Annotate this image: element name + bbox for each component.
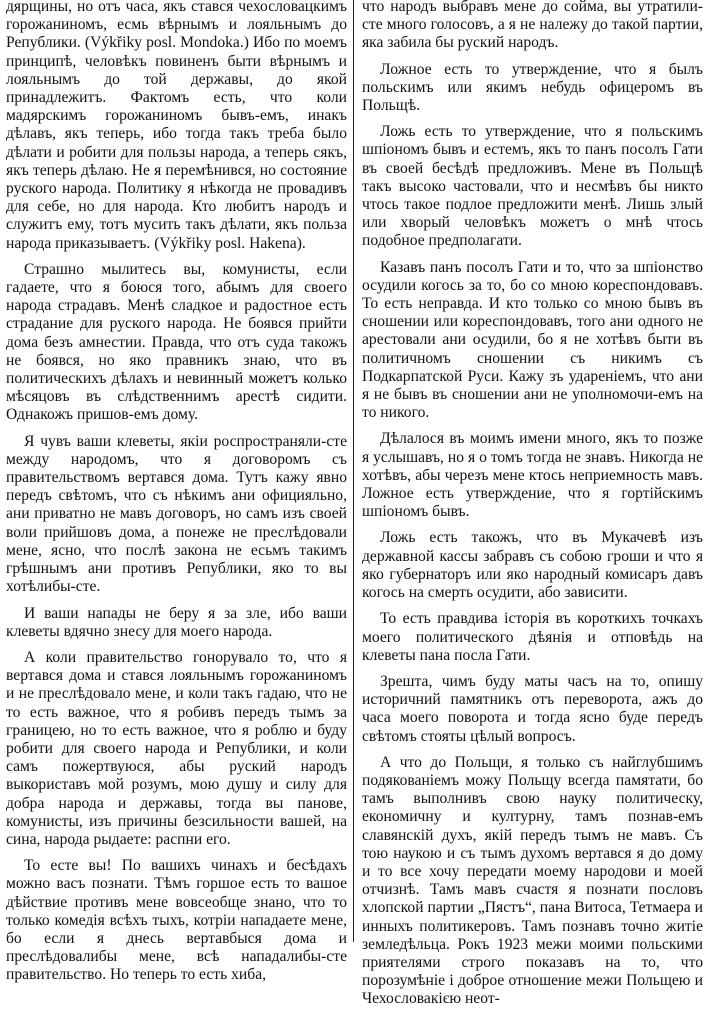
paragraph: Ложь есть такожъ, что въ Мукачевѣ изъ державной кассы забравъ съ собою гроши и что я яко губернаторъ или яко народный комисаръ давъ когось на смерть осудити, або зависити. xyxy=(362,529,703,602)
paragraph: А коли правительство гонорувало то, что я вертався дома и стався лояльнымъ горожаниномъ и не преслѣдовало мене, и коли такъ гадаю, что не то есть важное, что я робивъ передъ тымъ за границею, но то есть важное, что я роблю и буду робити для своего народа и Републики, и коли самъ пожертвуюся, абы руский народъ выкориставъ мой розумъ, мою душу и силу для добра народа и державы, тогда вы панове, комунисты, изъ причины безсильности вашей, на сина, народа рыдаете: распни его. xyxy=(6,648,347,848)
paragraph: дярщины, но отъ часа, якъ стався чехословацкимъ горожаниномъ, есмь вѣрнымъ и лояльнымъ до Републики. (Výkřiky posl. Mondoka.) Ибо по моемъ принципѣ, человѣкъ повиненъ быти вѣрнымъ и лояльнымъ до той державы, до якой принадлежитъ. Фактомъ есть, что коли мадярскимъ горожаниномъ бывъ-емъ, инакъ дѣлавъ, якъ теперь, ибо тогда такъ треба было дѣлати и робити для пользы народа, а теперь сякъ, якъ теперь дѣлаю. Не я перемѣнився, но состояние руского народа. Политику я нѣкогда не провадивъ для себе, но для народа. Кто любитъ народъ и служитъ ему, тотъ мусить такъ дѣлати, якъ польза народа приказываетъ. (Výkřiky posl. Hakena). xyxy=(6,0,347,252)
paragraph: Казавъ панъ посолъ Гати и то, что за шпіонство осудили когось за то, бо со мною кореспондовавъ. То есть неправда. И кто только со мною бывъ въ сношении или кореспондовавъ, того ани одного не арестовали ани осудили, бо я не хотѣвъ быти въ политичномъ сношении съ никимъ съ Подкарпатской Руси. Кажу зъ удареніемъ, что ани я не бывъ въ сношении ани не уполномочи-емъ на то никого. xyxy=(362,258,703,422)
paragraph: То есте вы! По вашихъ чинахъ и бесѣдахъ можно васъ познати. Тѣмъ горшое есть то вашое дѣйствие противъ мене вовсеобще знано, что то только комедія всѣхъ тыхъ, котріи нападаете мене, бо если я днесь вертавбыся дома и преслѣдовалибы мене, всѣ нападалибы-сте правительство. Но теперь то есть хиба, xyxy=(6,857,347,984)
paragraph: Я чувъ ваши клеветы, якіи роспространяли-сте между народомъ, что я договоромъ съ правительствомъ вертався дома. Тутъ кажу явно передъ свѣтомъ, что съ нѣкимъ ани официяльно, ани приватно не мавъ договоръ, но самъ изъ своей воли прийшовъ дома, а понеже не преслѣдовали мене, ясно, что послѣ закона не есьмъ такимъ грѣшнымъ ани противъ Републики, яко то вы хотѣлибы-сте. xyxy=(6,432,347,596)
paragraph: Зрешта, чимъ буду маты часъ на то, опишу историчний памятникъ отъ переворота, ажъ до часа моего поворота и тогда ясно буде передъ свѣтомъ стояты цѣлый вопросъ. xyxy=(362,672,703,745)
right-column xyxy=(354,0,703,1008)
paragraph: Страшно мылитесь вы, комунисты, если гадаете, что я боюся того, абымъ для своего народа страдавъ. Менѣ сладкое и радостное есть страдание для руского народа. Не боявся прийти дома безъ амнестии. Правда, что отъ суда такожъ не боявся, но яко правникъ знаю, что въ политическихъ дѣлахъ и невинный можетъ колько мѣсяцовъ въ слѣдственнимъ арестѣ сидити. Однакожъ пришов-емъ дому. xyxy=(6,260,347,424)
paragraph: И ваши напады не беру я за зле, ибо ваши клеветы вдячно знесу для моего народа. xyxy=(6,604,347,640)
paragraph: То есть правдива історія въ короткихъ точкахъ моего политического дѣянія и отповѣдь на клеветы пана посла Гати. xyxy=(362,610,703,664)
left-column xyxy=(6,0,353,984)
paragraph: Дѣлалося въ моимъ имени много, якъ то позже я услышавъ, но я о томъ тогда не знавъ. Никогда не хотѣвъ, абы черезъ мене ктось неприемность мавъ. Ложное есть утверждение, что я гортійскимъ шпіономъ бывъ. xyxy=(362,430,703,521)
paragraph: Ложное есть то утверждение, что я былъ польскимъ или якимъ небудь офицеромъ въ Польщѣ. xyxy=(362,60,703,115)
paragraph: А что до Польщи, я только съ найглубшимъ подякованіемъ можу Польщу всегда памятати, бо тамъ выполнивъ свою науку политическу, економичну и културну, тамъ познав-емъ славянскій духъ, якій передъ тымъ не мавъ. Съ тою наукою и съ тымъ духомъ вертався я до дому и то все хочу передати моему народови и моей отчизнѣ. Тамъ мавъ счастя я познати пословъ хлопской партии „Пястъ“, пана Витоса, Тетмаера и инныхъ политикеровъ. Тамъ познавъ точно житіе земледѣльца. Рокъ 1923 межи моими польскими приятелями строго показавъ на то, что порозумѣніе і доброе отношение межи Польщею и Чехословакією неот- xyxy=(362,753,703,1008)
paragraph: что народъ выбравъ мене до сойма, вы утратили-сте много голосовъ, а я не належу до такой партии, яка забила бы руский народъ. xyxy=(362,0,703,52)
paragraph: Ложь есть то утверждение, что я польскимъ шпіономъ бывъ и естемъ, якъ то панъ посолъ Гати въ своей бесѣдѣ предложивъ. Мене въ Польщѣ такъ высоко частовали, что и несмѣвъ бы никто чтось такое подлое предложити менѣ. Лишь злый или хворый человѣкъ можетъ о мнѣ чтось подобное предполагати. xyxy=(362,123,703,250)
